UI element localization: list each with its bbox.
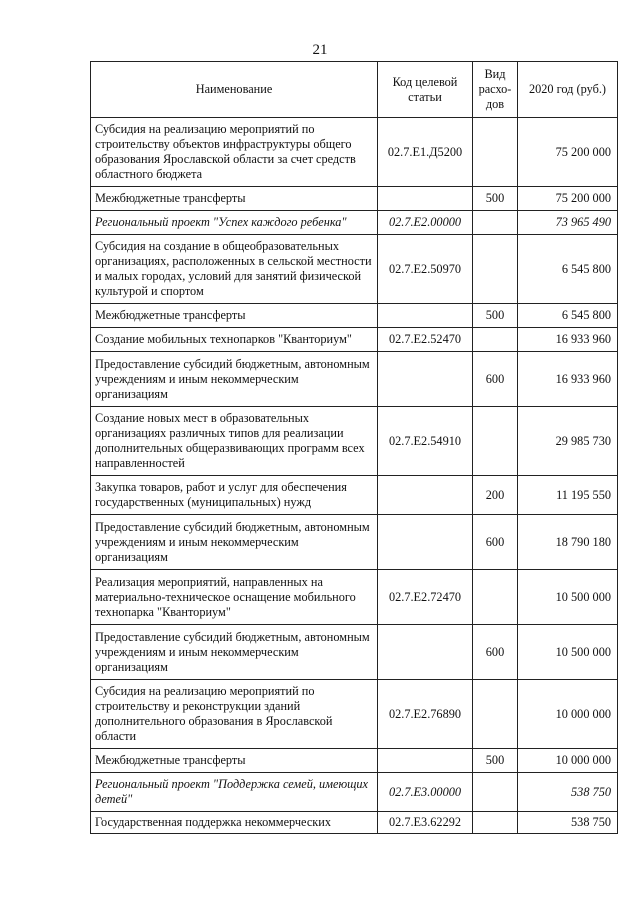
row-code	[378, 476, 473, 515]
table-body	[91, 118, 618, 834]
row-amount: 10 500 000	[518, 625, 618, 680]
header-code: Код целевой статьи	[378, 62, 473, 118]
row-code	[378, 625, 473, 680]
row-name: Субсидия на реализацию мероприятий по строительству объектов инфраструктуры общего образования Ярославской области за счет средств областного бюджета	[91, 118, 378, 187]
row-name: Межбюджетные трансферты	[91, 304, 378, 328]
row-name: Реализация мероприятий, направленных на материально-техническое оснащение мобильного технопарка "Кванториум"	[91, 570, 378, 625]
table-row	[91, 118, 618, 187]
table-row	[91, 352, 618, 407]
row-name: Межбюджетные трансферты	[91, 749, 378, 773]
row-expense-type: 500	[473, 304, 518, 328]
row-amount: 16 933 960	[518, 328, 618, 352]
row-name: Закупка товаров, работ и услуг для обеспечения государственных (муниципальных) нужд	[91, 476, 378, 515]
row-name: Предоставление субсидий бюджетным, автономным учреждениям и иным некоммерческим организациям	[91, 515, 378, 570]
row-code	[378, 515, 473, 570]
row-code: 02.7.E2.72470	[378, 570, 473, 625]
table-row	[91, 304, 618, 328]
row-amount: 10 000 000	[518, 749, 618, 773]
table-row	[91, 515, 618, 570]
row-code: 02.7.E1.Д5200	[378, 118, 473, 187]
row-expense-type	[473, 211, 518, 235]
table-row	[91, 328, 618, 352]
table-row	[91, 749, 618, 773]
table-row	[91, 625, 618, 680]
row-amount: 18 790 180	[518, 515, 618, 570]
header-amount: 2020 год (руб.)	[518, 62, 618, 118]
row-amount: 75 200 000	[518, 187, 618, 211]
row-name: Создание мобильных технопарков "Кванториум"	[91, 328, 378, 352]
row-name: Межбюджетные трансферты	[91, 187, 378, 211]
row-expense-type: 600	[473, 352, 518, 407]
row-code: 02.7.E3.62292	[378, 812, 473, 834]
row-amount: 10 000 000	[518, 680, 618, 749]
row-expense-type	[473, 235, 518, 304]
table-header-row	[91, 62, 618, 118]
row-expense-type	[473, 680, 518, 749]
row-amount: 73 965 490	[518, 211, 618, 235]
header-type: Вид расхо-дов	[473, 62, 518, 118]
table-row	[91, 407, 618, 476]
row-amount: 538 750	[518, 812, 618, 834]
row-name: Субсидия на создание в общеобразовательных организациях, расположенных в сельской местности и малых городах, условий для занятий физической культурой и спортом	[91, 235, 378, 304]
row-name: Государственная поддержка некоммерческих	[91, 812, 378, 834]
header-name: Наименование	[91, 62, 378, 118]
row-code	[378, 352, 473, 407]
table-row	[91, 812, 618, 834]
page-number: 21	[312, 42, 328, 58]
table-row	[91, 211, 618, 235]
row-name: Создание новых мест в образовательных организациях различных типов для реализации дополнительных общеразвивающих программ всех направленностей	[91, 407, 378, 476]
row-expense-type: 500	[473, 187, 518, 211]
row-expense-type	[473, 118, 518, 187]
row-code	[378, 749, 473, 773]
row-code: 02.7.E3.00000	[378, 773, 473, 812]
table-row	[91, 187, 618, 211]
row-amount: 75 200 000	[518, 118, 618, 187]
row-expense-type: 500	[473, 749, 518, 773]
row-expense-type	[473, 812, 518, 834]
row-name: Предоставление субсидий бюджетным, автономным учреждениям и иным некоммерческим организациям	[91, 625, 378, 680]
row-name: Региональный проект "Успех каждого ребенка"	[91, 211, 378, 235]
row-amount: 29 985 730	[518, 407, 618, 476]
row-expense-type	[473, 570, 518, 625]
row-name: Региональный проект "Поддержка семей, имеющих детей"	[91, 773, 378, 812]
table-row	[91, 476, 618, 515]
table-row	[91, 680, 618, 749]
row-name: Предоставление субсидий бюджетным, автономным учреждениям и иным некоммерческим организациям	[91, 352, 378, 407]
row-code	[378, 304, 473, 328]
row-code: 02.7.E2.52470	[378, 328, 473, 352]
row-amount: 6 545 800	[518, 304, 618, 328]
row-code: 02.7.E2.00000	[378, 211, 473, 235]
row-expense-type	[473, 773, 518, 812]
row-amount: 538 750	[518, 773, 618, 812]
row-code: 02.7.E2.50970	[378, 235, 473, 304]
row-expense-type	[473, 328, 518, 352]
row-amount: 10 500 000	[518, 570, 618, 625]
row-amount: 11 195 550	[518, 476, 618, 515]
row-amount: 6 545 800	[518, 235, 618, 304]
table-row	[91, 235, 618, 304]
row-code: 02.7.E2.76890	[378, 680, 473, 749]
row-code	[378, 187, 473, 211]
row-code: 02.7.E2.54910	[378, 407, 473, 476]
row-expense-type: 600	[473, 515, 518, 570]
row-expense-type	[473, 407, 518, 476]
budget-table	[90, 61, 618, 834]
row-expense-type: 600	[473, 625, 518, 680]
table-row	[91, 570, 618, 625]
row-expense-type: 200	[473, 476, 518, 515]
row-name: Субсидия на реализацию мероприятий по строительству и реконструкции зданий дополнительного образования в Ярославской области	[91, 680, 378, 749]
table-row	[91, 773, 618, 812]
row-amount: 16 933 960	[518, 352, 618, 407]
